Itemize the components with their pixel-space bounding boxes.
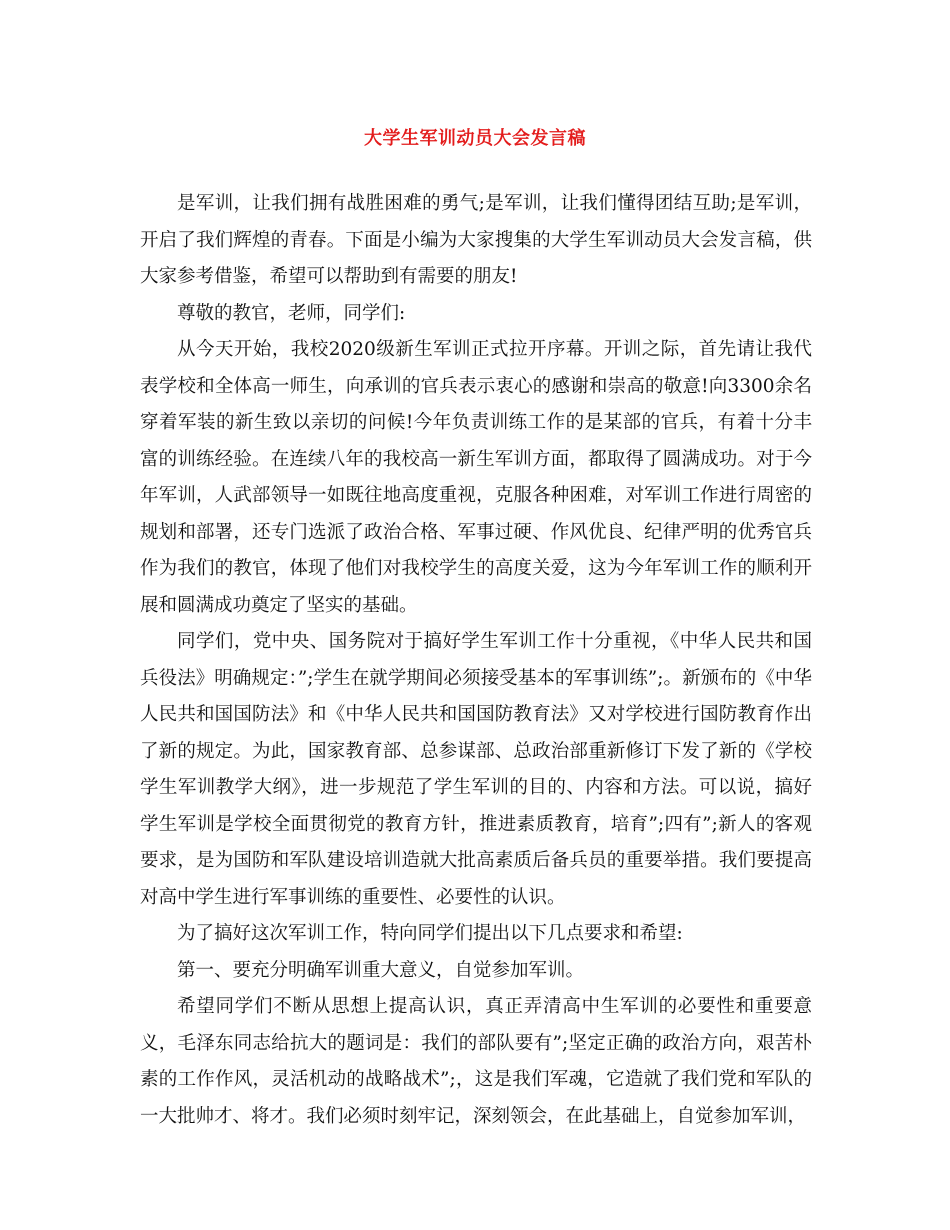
paragraph-requirements-intro: 为了搞好这次军训工作，特向同学们提出以下几点要求和希望: (177, 923, 683, 944)
paragraph-hope: 希望同学们不断从思想上提高认识，真正弄清高中生军训的必要性和重要意义，毛泽东同志给抗大的题词是：我们的部队要有”;坚定正确的政治方向，艰苦朴素的工作作风，灵活机动的战略战术”;，这是我们军魂，它造就了我们党和军队的一大批帅才、将才。我们必须时刻牢记，深刻领会，在此基础上，自觉参加军训， (140, 996, 812, 1127)
paragraph-opening: 从今天开始，我校2020级新生军训正式拉开序幕。开训之际，首先请让我代表学校和全体高一师生，向承训的官兵表示衷心的感谢和崇高的敬意!向3300余名穿着军装的新生致以亲切的问候!今年负责训练工作的是某部的官兵，有着十分丰富的训练经验。在连续八年的我校高一新生军训方面，都取得了圆满成功。对于今年军训，人武部领导一如既往地高度重视，克服各种困难，对军训工作进行周密的规划和部署，还专门选派了政治合格、军事过硬、作风优良、纪律严明的优秀官兵作为我们的教官，体现了他们对我校学生的高度关爱，这为今年军训工作的顺利开展和圆满成功奠定了坚实的基础。 (140, 339, 812, 616)
paragraph-first-requirement: 第一、要充分明确军训重大意义，自觉参加军训。 (177, 959, 585, 981)
paragraph-salutation: 尊敬的教官，老师，同学们: (177, 302, 406, 324)
document-body (140, 186, 812, 1135)
paragraph-intro: 是军训，让我们拥有战胜困难的勇气;是军训，让我们懂得团结互助;是军训，开启了我们辉煌的青春。下面是小编为大家搜集的大学生军训动员大会发言稿，供大家参考借鉴，希望可以帮助到有需要的朋友! (140, 193, 812, 287)
document-title: 大学生军训动员大会发言稿 (364, 128, 586, 149)
paragraph-policy: 同学们，党中央、国务院对于搞好学生军训工作十分重视，《中华人民共和国兵役法》明确规定：”;学生在就学期间必须接受基本的军事训练”;。新颁布的《中华人民共和国国防法》和《中华人民共和国国防教育法》又对学校进行国防教育作出了新的规定。为此，国家教育部、总参谋部、总政治部重新修订下发了新的《学校学生军训教学大纲》，进一步规范了学生军训的目的、内容和方法。可以说，搞好学生军训是学校全面贯彻党的教育方针，推进素质教育，培育”;四有”;新人的客观要求，是为国防和军队建设培训造就大批高素质后备兵员的重要举措。我们要提高对高中学生进行军事训练的重要性、必要性的认识。 (140, 631, 812, 908)
